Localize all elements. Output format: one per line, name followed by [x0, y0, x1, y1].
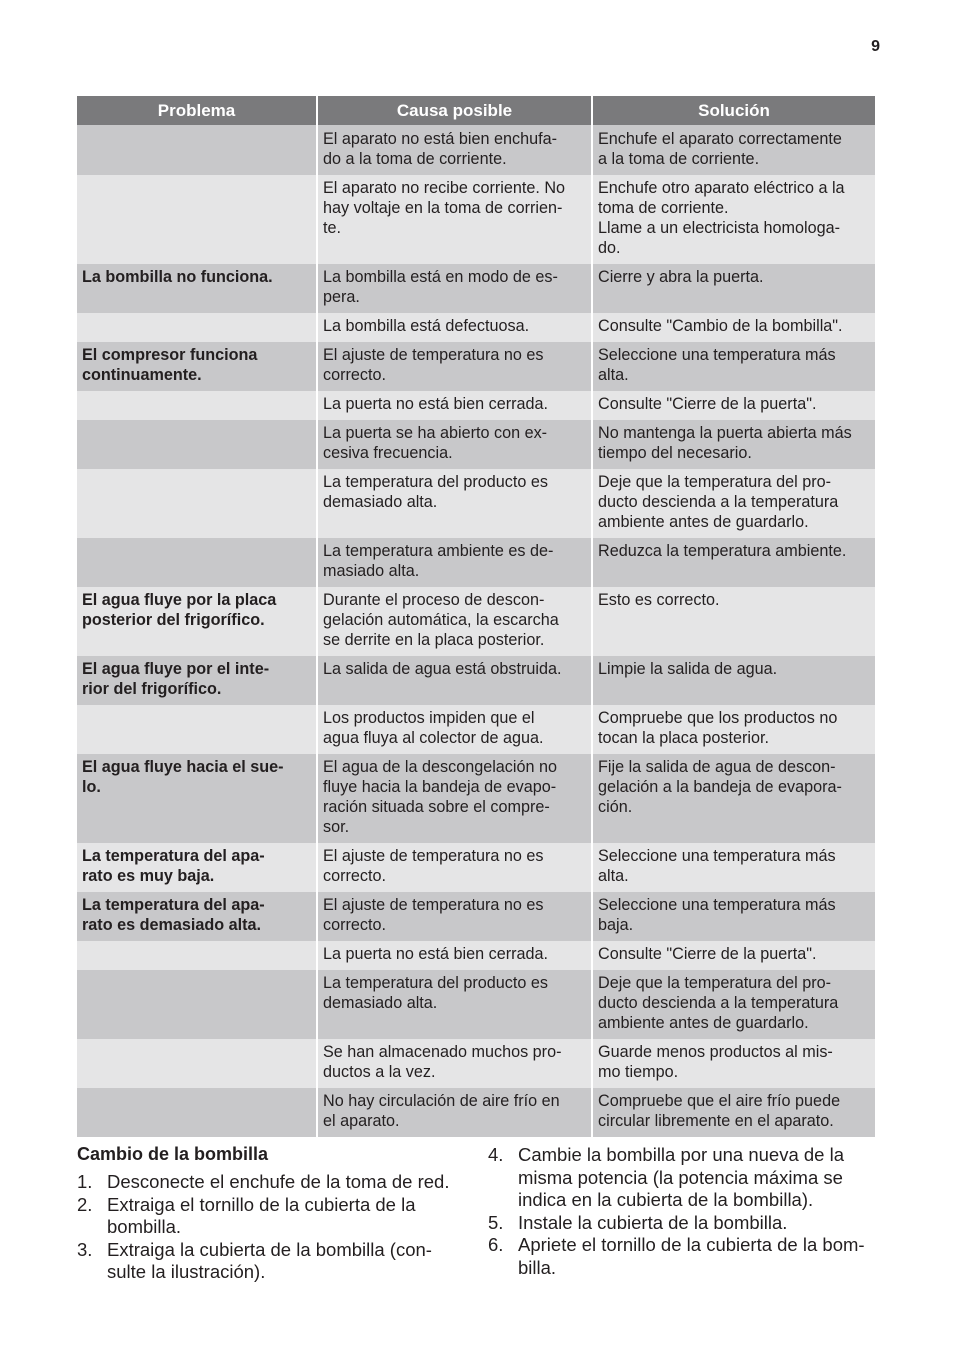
- table-row: [77, 656, 875, 705]
- table-header-row: [77, 96, 875, 125]
- step-item: [488, 1234, 877, 1279]
- cause-cell: Se han almacenado muchos pro- ductos a la vez.: [316, 1039, 591, 1088]
- table-row: [77, 420, 875, 469]
- solution-cell: Fije la salida de agua de descon- gelación a la bandeja de evapora- ción.: [591, 754, 875, 843]
- problem-cell: El agua fluye por el inte- rior del frigorífico.: [77, 656, 316, 705]
- table-body: [77, 125, 875, 1137]
- problem-cell: El agua fluye por la placa posterior del frigorífico.: [77, 587, 316, 656]
- solution-cell: Cierre y abra la puerta.: [591, 264, 875, 313]
- problem-cell: El agua fluye hacia el sue- lo.: [77, 754, 316, 843]
- cause-cell: Durante el proceso de descon- gelación automática, la escarcha se derrite en la placa posterior.: [316, 587, 591, 656]
- solution-cell: Limpie la salida de agua.: [591, 656, 875, 705]
- cause-cell: La bombilla está en modo de es- pera.: [316, 264, 591, 313]
- table-row: [77, 1088, 875, 1137]
- problem-cell: [77, 125, 316, 175]
- solution-cell: Seleccione una temperatura más alta.: [591, 843, 875, 892]
- step-number: 3.: [77, 1238, 93, 1260]
- problem-cell: [77, 941, 316, 970]
- solution-cell: Deje que la temperatura del pro- ducto descienda a la temperatura ambiente antes de guardarlo.: [591, 970, 875, 1039]
- table-row: [77, 175, 875, 264]
- problem-cell: [77, 420, 316, 469]
- problem-cell: [77, 538, 316, 587]
- cause-cell: El aparato no recibe corriente. No hay voltaje en la toma de corrien- te.: [316, 175, 591, 264]
- step-text: Apriete el tornillo de la cubierta de la bom- billa.: [518, 1234, 865, 1278]
- step-number: 5.: [488, 1211, 504, 1233]
- solution-cell: Consulte "Cierre de la puerta".: [591, 941, 875, 970]
- table-row: [77, 754, 875, 843]
- cause-cell: La salida de agua está obstruida.: [316, 656, 591, 705]
- step-item: [488, 1212, 877, 1235]
- cause-cell: El ajuste de temperatura no es correcto.: [316, 892, 591, 941]
- section-title: Cambio de la bombilla: [77, 1144, 269, 1164]
- solution-cell: Deje que la temperatura del pro- ducto descienda a la temperatura ambiente antes de guardarlo.: [591, 469, 875, 538]
- steps-left-column: [77, 1171, 472, 1284]
- solution-cell: Compruebe que los productos no tocan la placa posterior.: [591, 705, 875, 754]
- problem-cell: [77, 391, 316, 420]
- table-row: [77, 469, 875, 538]
- problem-cell: [77, 705, 316, 754]
- step-item: [77, 1194, 472, 1239]
- table-row: [77, 1039, 875, 1088]
- page-number: 9: [871, 38, 880, 55]
- problem-cell: La bombilla no funciona.: [77, 264, 316, 313]
- step-text: Extraiga el tornillo de la cubierta de la bombilla.: [107, 1193, 416, 1237]
- cause-cell: La puerta no está bien cerrada.: [316, 391, 591, 420]
- solution-cell: No mantenga la puerta abierta más tiempo del necesario.: [591, 420, 875, 469]
- problem-cell: [77, 313, 316, 342]
- table-row: [77, 941, 875, 970]
- problem-cell: [77, 175, 316, 264]
- problem-cell: El compresor funciona continuamente.: [77, 342, 316, 391]
- cause-cell: La puerta no está bien cerrada.: [316, 941, 591, 970]
- solution-cell: Reduzca la temperatura ambiente.: [591, 538, 875, 587]
- problem-cell: La temperatura del apa- rato es muy baja.: [77, 843, 316, 892]
- solution-cell: Guarde menos productos al mis- mo tiempo.: [591, 1039, 875, 1088]
- table-row: [77, 705, 875, 754]
- table-row: [77, 843, 875, 892]
- step-text: Desconecte el enchufe de la toma de red.: [107, 1171, 450, 1192]
- problem-cell: [77, 1039, 316, 1088]
- cause-cell: La temperatura del producto es demasiado alta.: [316, 970, 591, 1039]
- cause-cell: No hay circulación de aire frío en el aparato.: [316, 1088, 591, 1137]
- step-item: [77, 1171, 472, 1194]
- header-solution: Solución: [591, 96, 875, 125]
- cause-cell: Los productos impiden que el agua fluya al colector de agua.: [316, 705, 591, 754]
- problem-cell: [77, 469, 316, 538]
- table-row: [77, 313, 875, 342]
- step-item: [488, 1144, 877, 1212]
- table-row: [77, 125, 875, 175]
- table-row: [77, 391, 875, 420]
- problem-cell: [77, 970, 316, 1039]
- cause-cell: La temperatura del producto es demasiado alta.: [316, 469, 591, 538]
- problem-cell: La temperatura del apa- rato es demasiado alta.: [77, 892, 316, 941]
- table-row: [77, 538, 875, 587]
- cause-cell: El aparato no está bien enchufa- do a la toma de corriente.: [316, 125, 591, 175]
- step-text: Cambie la bombilla por una nueva de la misma potencia (la potencia máxima se indica en la cubierta de la bombilla).: [518, 1144, 845, 1210]
- cause-cell: La bombilla está defectuosa.: [316, 313, 591, 342]
- table-row: [77, 587, 875, 656]
- step-text: Instale la cubierta de la bombilla.: [518, 1211, 788, 1233]
- cause-cell: La temperatura ambiente es de- masiado alta.: [316, 538, 591, 587]
- cause-cell: La puerta se ha abierto con ex- cesiva frecuencia.: [316, 420, 591, 469]
- cause-cell: El agua de la descongelación no fluye hacia la bandeja de evapo- ración situada sobre el compre- sor.: [316, 754, 591, 843]
- header-cause: Causa posible: [316, 96, 591, 125]
- solution-cell: Consulte "Cierre de la puerta".: [591, 391, 875, 420]
- solution-cell: Enchufe otro aparato eléctrico a la toma de corriente. Llame a un electricista homologa- do.: [591, 175, 875, 264]
- solution-cell: Compruebe que el aire frío puede circular libremente en el aparato.: [591, 1088, 875, 1137]
- table-row: [77, 892, 875, 941]
- step-number: 4.: [488, 1144, 504, 1165]
- cause-cell: El ajuste de temperatura no es correcto.: [316, 843, 591, 892]
- cause-cell: El ajuste de temperatura no es correcto.: [316, 342, 591, 391]
- problem-cell: [77, 1088, 316, 1137]
- steps-right-column: [488, 1144, 877, 1279]
- troubleshooting-table: [77, 96, 875, 1137]
- solution-cell: Enchufe el aparato correctamente a la toma de corriente.: [591, 125, 875, 175]
- solution-cell: Consulte "Cambio de la bombilla".: [591, 313, 875, 342]
- solution-cell: Esto es correcto.: [591, 587, 875, 656]
- table-row: [77, 264, 875, 313]
- header-problem: Problema: [77, 96, 316, 125]
- step-number: 6.: [488, 1234, 504, 1255]
- solution-cell: Seleccione una temperatura más baja.: [591, 892, 875, 941]
- step-text: Extraiga la cubierta de la bombilla (con- sulte la ilustración).: [107, 1238, 432, 1282]
- step-number: 2.: [77, 1193, 93, 1215]
- step-item: [77, 1239, 472, 1284]
- table-row: [77, 970, 875, 1039]
- solution-cell: Seleccione una temperatura más alta.: [591, 342, 875, 391]
- table-row: [77, 342, 875, 391]
- step-number: 1.: [77, 1171, 93, 1192]
